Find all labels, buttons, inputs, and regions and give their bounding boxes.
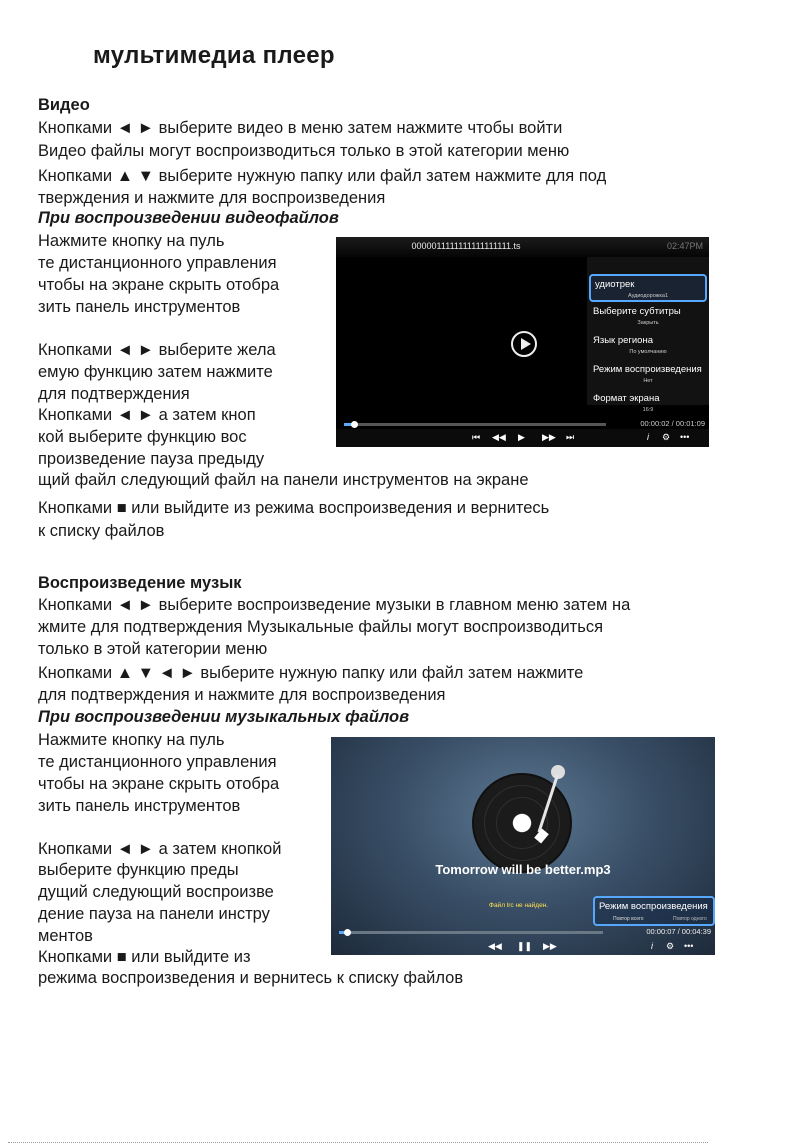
video-instruction: Кнопками ◄ ► выберите жела (38, 341, 276, 359)
video-progress-knob[interactable] (351, 421, 358, 428)
menu-item-title: Язык региона (593, 335, 653, 346)
video-instruction: Нажмите кнопку на пуль (38, 232, 225, 250)
video-heading: Видео (38, 96, 90, 114)
video-instruction: емую функцию затем нажмите (38, 363, 273, 381)
menu-item-audiotrack[interactable] (589, 274, 707, 302)
video-instruction: для подтверждения (38, 385, 190, 403)
page-title: мультимедиа плеер (93, 42, 335, 69)
gear-icon[interactable]: ⚙ (662, 432, 671, 442)
lyrics-status: Файл lrc не найден. (489, 902, 549, 909)
video-instruction: чтобы на экране скрыть отобра (38, 276, 280, 294)
video-instruction: Кнопками ◄ ► а затем кноп (38, 406, 256, 424)
play-mode-menu[interactable] (593, 896, 715, 926)
video-progress-bar[interactable] (344, 423, 606, 426)
video-controls-bar (336, 429, 709, 447)
music-line: Кнопками ▲ ▼ ◄ ► выберите нужную папку или файл затем нажмите (38, 664, 584, 682)
music-instruction: Кнопками ■ или выйдите из (38, 948, 251, 966)
menu-item-title: Выберите субтитры (593, 306, 681, 317)
rewind-icon[interactable]: ◀◀ (492, 432, 506, 442)
music-line: жмите для подтверждения Музыкальные файлы могут воспроизводиться (38, 618, 604, 636)
music-heading: Воспроизведение музык (38, 574, 242, 592)
music-progress-bar[interactable] (339, 931, 603, 934)
song-title: Tomorrow will be better.mp3 (435, 862, 611, 877)
music-time: 00:00:07 / 00:04:39 (646, 927, 711, 936)
more-icon[interactable]: ••• (684, 941, 694, 951)
menu-item-title: Формат экрана (593, 393, 660, 404)
video-line: Видео файлы могут воспроизводиться только в этой категории меню (38, 142, 570, 160)
music-instruction: Кнопками ◄ ► а затем кнопкой (38, 840, 282, 858)
music-instruction: чтобы на экране скрыть отобра (38, 775, 280, 793)
play-mode-option[interactable]: Повтор одного (673, 916, 707, 922)
menu-item-value: 16:9 (642, 407, 654, 413)
video-instruction: произведение пауза предыду (38, 450, 265, 468)
vinyl-record-icon (472, 773, 572, 873)
video-clock: 02:47PM (666, 241, 703, 251)
info-icon[interactable]: i (647, 432, 649, 442)
music-subheading: При воспроизведении музыкальных файлов (38, 708, 410, 726)
menu-item-play-mode[interactable] (589, 361, 707, 389)
video-line: Кнопками ◄ ► выберите видео в меню затем нажмите чтобы войти (38, 119, 563, 137)
video-instruction: зить панель инструментов (38, 298, 241, 316)
video-line: тверждения и нажмите для воспроизведения (38, 189, 386, 207)
play-icon[interactable] (511, 331, 537, 357)
play-mode-option[interactable]: Повтор всего (613, 916, 644, 922)
menu-item-aspect-ratio[interactable] (589, 390, 707, 418)
fast-forward-icon[interactable]: ▶▶ (543, 941, 557, 951)
music-player-screenshot (331, 737, 715, 955)
menu-item-region-language[interactable] (589, 332, 707, 360)
music-instruction: выберите функцию преды (38, 861, 239, 879)
skip-previous-icon[interactable]: ⏮ (472, 432, 481, 442)
pause-icon[interactable]: ❚❚ (517, 941, 533, 951)
gear-icon[interactable]: ⚙ (666, 941, 675, 951)
menu-item-title: Режим воспроизведения (593, 364, 702, 375)
video-instruction: щий файл следующий файл на панели инструментов на экране (38, 471, 529, 489)
music-instruction: зить панель инструментов (38, 797, 241, 815)
music-progress-knob[interactable] (344, 929, 351, 936)
skip-next-icon[interactable]: ⏭ (566, 432, 575, 442)
menu-item-title: удиотрек (595, 279, 635, 290)
video-exit-line: Кнопками ■ или выйдите из режима воспроизведения и вернитесь (38, 499, 550, 517)
menu-item-value: Аудиодорожка1 (627, 293, 669, 299)
menu-item-value: Закрыть (637, 320, 659, 326)
rewind-icon[interactable]: ◀◀ (488, 941, 502, 951)
music-instruction: дение пауза на панели инстру (38, 905, 270, 923)
music-instruction: режима воспроизведения и вернитесь к списку файлов (38, 969, 464, 987)
fast-forward-icon[interactable]: ▶▶ (542, 432, 556, 442)
music-instruction: Нажмите кнопку на пуль (38, 731, 225, 749)
play-button-icon[interactable]: ▶ (518, 432, 525, 442)
video-options-menu (587, 257, 709, 413)
video-instruction: те дистанционного управления (38, 254, 277, 272)
music-line: для подтверждения и нажмите для воспроизведения (38, 686, 446, 704)
video-line: Кнопками ▲ ▼ выберите нужную папку или файл затем нажмите для под (38, 167, 607, 185)
menu-item-value: По умолчанию (629, 349, 667, 355)
video-player-screenshot (336, 237, 709, 447)
music-line: только в этой категории меню (38, 640, 268, 658)
menu-item-value: Нет (643, 378, 653, 384)
page-bottom-divider (8, 1142, 708, 1143)
music-line: Кнопками ◄ ► выберите воспроизведение музыки в главном меню затем на (38, 596, 631, 614)
video-exit-line: к списку файлов (38, 522, 165, 540)
music-instruction: те дистанционного управления (38, 753, 277, 771)
info-icon[interactable]: i (651, 941, 653, 951)
menu-item-subtitles[interactable] (589, 303, 707, 331)
video-time: 00:00:02 / 00:01:09 (640, 419, 705, 428)
more-icon[interactable]: ••• (680, 432, 690, 442)
music-instruction: дущий следующий воспроизве (38, 883, 274, 901)
music-instruction: ментов (38, 927, 93, 945)
play-mode-title: Режим воспроизведения (599, 901, 708, 912)
video-subheading: При воспроизведении видеофайлов (38, 209, 339, 227)
video-filename: 0000011111111111111111.ts (411, 241, 521, 251)
video-instruction: кой выберите функцию вос (38, 428, 247, 446)
